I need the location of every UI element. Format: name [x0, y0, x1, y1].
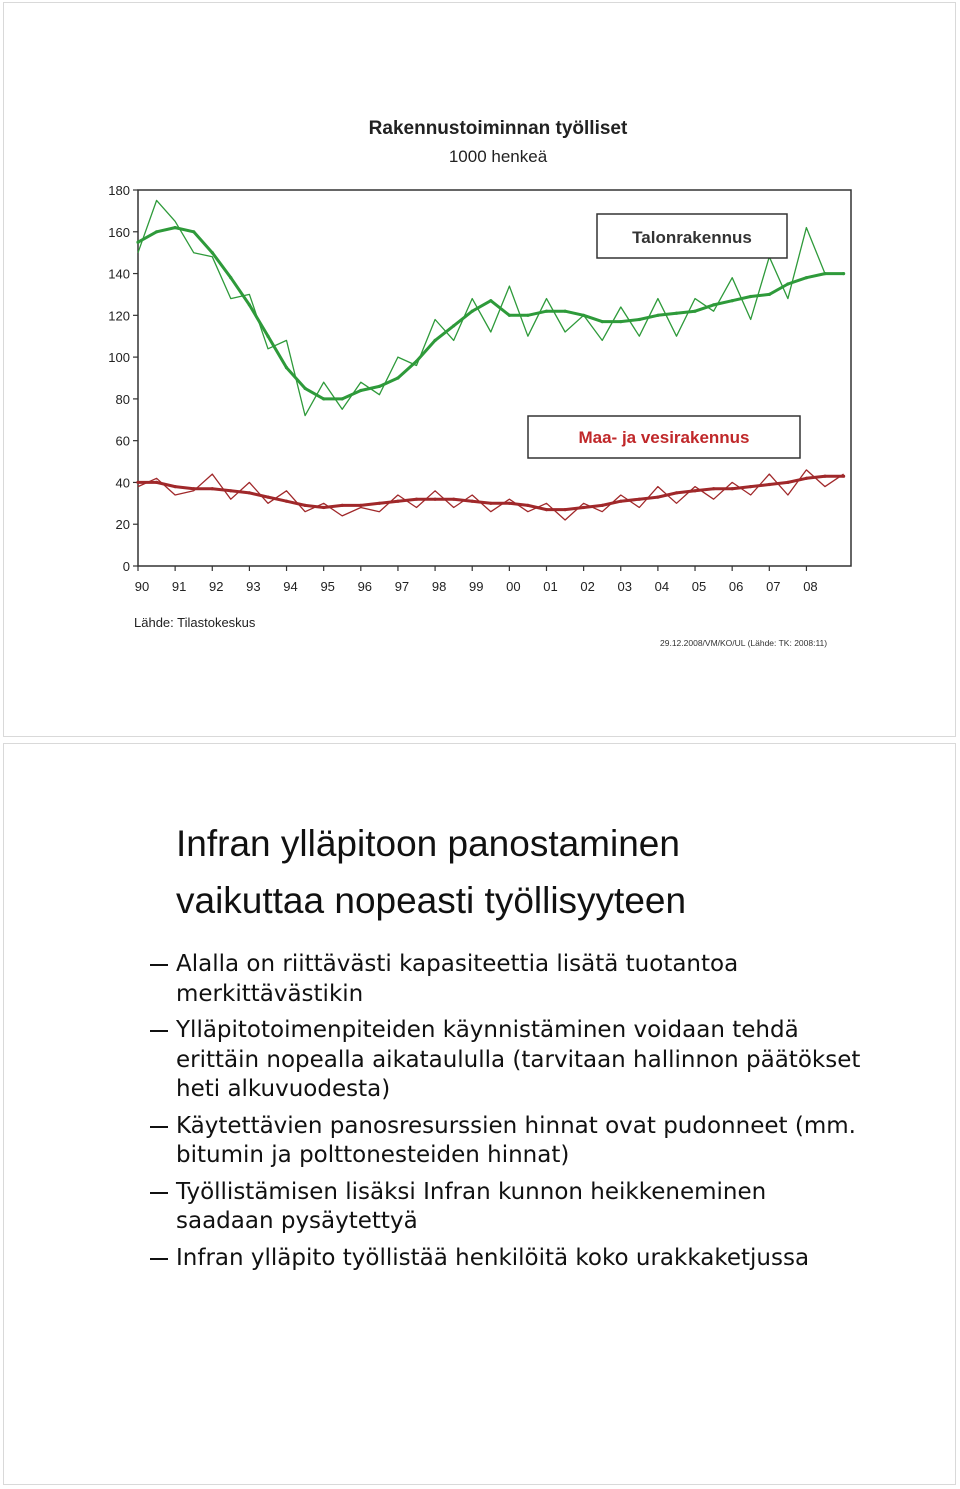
talonrakennus-trend-point [155, 230, 158, 233]
talonrakennus-trend-point [434, 339, 437, 342]
talonrakennus-trend-point [786, 282, 789, 285]
maa-ja-vesirakennus-trend-point [731, 487, 734, 490]
y-tick-label: 140 [108, 266, 130, 282]
bullet-item [150, 1112, 870, 1171]
dash-icon [150, 1126, 168, 1128]
talonrakennus-trend-point [136, 241, 139, 244]
y-axis-ticks [108, 183, 138, 574]
chart-subtitle: 1000 henkeä [448, 147, 548, 166]
y-tick-label: 20 [115, 517, 130, 533]
maa-ja-vesirakennus-trend-point [526, 504, 529, 507]
x-tick-label: 98 [431, 579, 447, 594]
maa-ja-vesirakennus-trend-point [489, 502, 492, 505]
talonrakennus-label: Talonrakennus [632, 228, 752, 247]
maa-ja-vesirakennus-trend-point [786, 481, 789, 484]
dash-icon [150, 964, 168, 966]
bullet-list [150, 950, 870, 1280]
maa-ja-vesirakennus-trend-point [823, 475, 826, 478]
maa-ja-vesirakennus-trend-point [619, 500, 622, 503]
maa-ja-vesirakennus-trend-point [155, 481, 158, 484]
x-tick-label: 91 [171, 579, 187, 594]
slide-title [176, 815, 876, 929]
talonrakennus-trend-point [675, 312, 678, 315]
maa-ja-vesirakennus-trend-point [192, 487, 195, 490]
talonrakennus-trend-point [656, 314, 659, 317]
talonrakennus-trend-point [545, 310, 548, 313]
dash-icon [150, 1258, 168, 1260]
maa-ja-vesirakennus-trend-point [601, 504, 604, 507]
talonrakennus-trend-point [248, 303, 251, 306]
talonrakennus-trend-point [378, 385, 381, 388]
maa-ja-vesirakennus-trend-point [248, 491, 251, 494]
talonrakennus-trend-point [211, 251, 214, 254]
talonrakennus-trend-point [731, 299, 734, 302]
maa-ja-vesirakennus-trend-point [805, 477, 808, 480]
maa-ja-vesirakennus-trend-point [266, 496, 269, 499]
maa-ja-vesirakennus-trend-point [842, 475, 845, 478]
x-tick-label: 99 [468, 579, 484, 594]
x-tick-label: 01 [543, 579, 558, 594]
bullet-text: Infran ylläpito työllistää henkilöitä koko urakkaketjussa [176, 1244, 810, 1271]
talonrakennus-trend-point [508, 314, 511, 317]
talonrakennus-trend-point [396, 376, 399, 379]
talonrakennus-trend-point [415, 360, 418, 363]
maa-ja-vesirakennus-trend-point [656, 496, 659, 499]
maa-ja-vesirakennus-trend-point [415, 498, 418, 501]
bullet-text: Alalla on riittävästi kapasiteettia lisätä tuotantoa merkittävästikin [176, 951, 739, 1007]
talonrakennus-trend-point [823, 272, 826, 275]
dash-icon [150, 1192, 168, 1194]
maa-ja-vesirakennus-trend-point [341, 504, 344, 507]
maa-ja-vesirakennus-trend-point [768, 483, 771, 486]
maa-ja-vesirakennus-trend-point [211, 487, 214, 490]
talonrakennus-trend-point [304, 387, 307, 390]
talonrakennus-trend-point [712, 303, 715, 306]
y-tick-label: 160 [108, 224, 130, 240]
bullet-text: Käytettävien panosresurssien hinnat ovat pudonneet (mm. bitumin ja polttonesteiden hinnat) [176, 1112, 856, 1168]
talonrakennus-trend-point [638, 318, 641, 321]
source-note: Lähde: Tilastokeskus [134, 615, 256, 630]
talonrakennus-trend-point [174, 226, 177, 229]
y-tick-label: 80 [115, 391, 130, 407]
maa-ja-vesirakennus-trend-point [693, 489, 696, 492]
maa-ja-vesirakennus-trend-point [712, 487, 715, 490]
dash-icon [150, 1030, 168, 1032]
x-tick-label: 93 [246, 579, 261, 594]
bullet-text: Ylläpitotoimenpiteiden käynnistäminen voidaan tehdä erittäin nopealla aikataululla (tarvitaan hallinnon päätökset heti alkuvuodesta) [176, 1017, 861, 1102]
x-tick-label: 96 [357, 579, 373, 594]
footer-note: 29.12.2008/VM/KO/UL (Lähde: TK: 2008:11) [660, 638, 828, 648]
maa-ja-vesirakennus-trend-point [359, 504, 362, 507]
maa-ja-vesirakennus-trend-point [434, 498, 437, 501]
talonrakennus-trend-point [768, 293, 771, 296]
maa-ja-vesirakennus-trend-point [304, 504, 307, 507]
maa-ja-vesirakennus-trend-point [136, 481, 139, 484]
maa-ja-vesirakennus-trend-point [582, 506, 585, 509]
maa-ja-vesirakennus-trend-point [378, 502, 381, 505]
maa-ja-vesirakennus-trend-point [396, 500, 399, 503]
x-tick-label: 08 [803, 579, 818, 594]
maa-ja-vesirakennus-trend-point [545, 508, 548, 511]
x-tick-label: 90 [134, 579, 150, 594]
talonrakennus-trend-point [693, 310, 696, 313]
x-tick-label: 97 [394, 579, 410, 594]
talonrakennus-trend-point [805, 276, 808, 279]
x-tick-label: 07 [766, 579, 781, 594]
x-tick-label: 03 [617, 579, 632, 594]
maa-ja-vesirakennus-trend-point [749, 485, 752, 488]
talonrakennus-trend-point [489, 299, 492, 302]
talonrakennus-trend-point [749, 295, 752, 298]
y-tick-label: 60 [115, 433, 130, 449]
y-tick-label: 120 [108, 308, 130, 324]
maa-ja-vesirakennus-trend-point [174, 485, 177, 488]
talonrakennus-trend-point [285, 366, 288, 369]
talonrakennus-trend-point [266, 335, 269, 338]
talonrakennus-trend-point [359, 389, 362, 392]
x-tick-label: 95 [320, 579, 335, 594]
talonrakennus-trend-point [229, 276, 232, 279]
talonrakennus-trend-point [564, 310, 567, 313]
maa-ja-vesirakennus-trend-point [322, 506, 325, 509]
x-tick-label: 94 [283, 579, 298, 594]
x-tick-label: 05 [691, 579, 707, 594]
talonrakennus-trend-point [471, 310, 474, 313]
talonrakennus-trend-point [341, 397, 344, 400]
maa-vesirakennus-label: Maa- ja vesirakennus [578, 428, 750, 447]
x-tick-label: 04 [654, 579, 670, 594]
y-tick-label: 180 [108, 183, 130, 198]
x-tick-label: 02 [580, 579, 595, 594]
bullet-item [150, 950, 870, 1009]
talonrakennus-trend-point [582, 314, 585, 317]
maa-ja-vesirakennus-trend-point [675, 491, 678, 494]
chart-title: Rakennustoiminnan työlliset [368, 118, 628, 139]
y-tick-label: 100 [108, 350, 130, 366]
talonrakennus-trend-point [601, 320, 604, 323]
y-tick-label: 0 [122, 559, 130, 574]
maa-ja-vesirakennus-raw-line [138, 470, 844, 520]
slide-title-line-2: vaikuttaa nopeasti työllisyyteen [176, 880, 687, 921]
talonrakennus-trend-point [322, 397, 325, 400]
maa-ja-vesirakennus-trend-point [229, 489, 232, 492]
maa-ja-vesirakennus-trend-point [285, 500, 288, 503]
maa-ja-vesirakennus-trend-point [471, 500, 474, 503]
talonrakennus-trend-point [192, 230, 195, 233]
slide-title-line-1: Infran ylläpitoon panostaminen [176, 823, 680, 864]
bullet-item [150, 1244, 870, 1274]
maa-ja-vesirakennus-trend-point [564, 508, 567, 511]
x-tick-label: 92 [209, 579, 224, 594]
talonrakennus-trend-point [452, 324, 455, 327]
bullet-text: Työllistämisen lisäksi Infran kunnon heikkeneminen saadaan pysäytettyä [176, 1178, 767, 1234]
bullet-item [150, 1178, 870, 1237]
maa-ja-vesirakennus-trend-point [638, 498, 641, 501]
maa-ja-vesirakennus-trend-point [508, 502, 511, 505]
x-axis-ticks [135, 566, 818, 594]
talonrakennus-trend-point [842, 272, 845, 275]
talonrakennus-trend-point [619, 320, 622, 323]
x-tick-label: 06 [728, 579, 744, 594]
y-tick-label: 40 [115, 475, 130, 491]
bullet-item [150, 1016, 870, 1105]
maa-ja-vesirakennus-trend-point [452, 498, 455, 501]
talonrakennus-trend-point [526, 314, 529, 317]
x-tick-label: 00 [506, 579, 521, 594]
